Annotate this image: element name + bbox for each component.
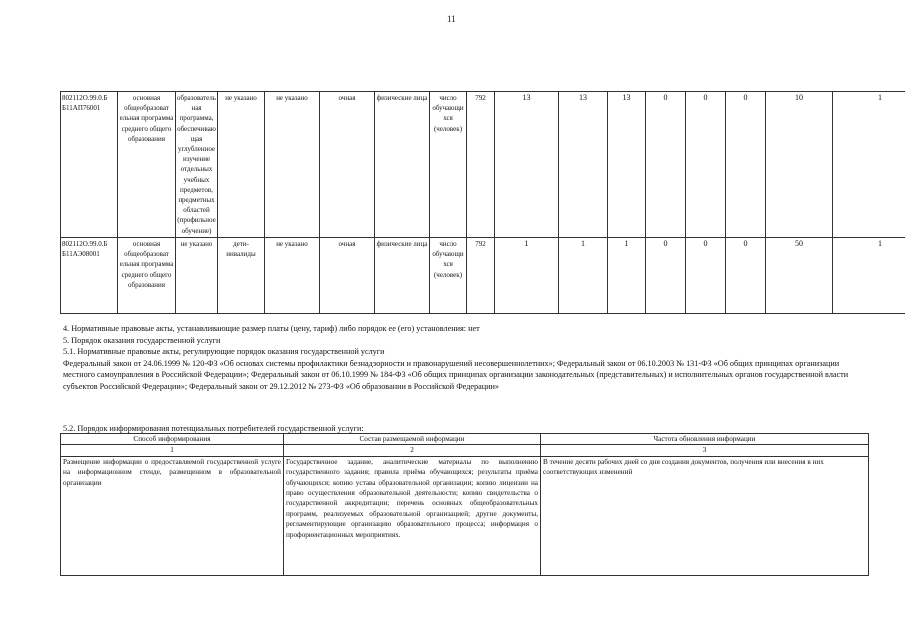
column-index: 3 <box>541 445 869 456</box>
update-frequency-cell: В течение десяти рабочих дней со дня создания документов, получения или внесения в них соответствующих изменений <box>541 456 869 575</box>
value-cell: 13 <box>608 92 646 238</box>
category-cell: не указано <box>218 92 265 238</box>
value-cell: 1 <box>833 92 905 238</box>
content-cell: не указано <box>176 238 218 314</box>
page-number: 11 <box>447 14 456 24</box>
value-cell: 50 <box>766 238 833 314</box>
service-code: 802112О.99.0.Б Б11АП76001 <box>61 92 118 238</box>
column-index: 2 <box>284 445 541 456</box>
program-cell: основная общеобразоват ельная программа среднего общего образования <box>118 92 176 238</box>
table-row <box>61 238 905 314</box>
section-5: 5. Порядок оказания государственной услуги <box>63 335 221 345</box>
section-5-2: 5.2. Порядок информирования потенциальных потребителей государственной услуги: <box>63 424 364 433</box>
value-cell: 13 <box>495 92 559 238</box>
information-table <box>60 433 869 576</box>
table-row <box>61 456 869 575</box>
section-4: 4. Нормативные правовые акты, устанавливающие размер платы (цену, тариф) либо порядок ее (его) установления: нет <box>63 324 480 333</box>
column-header: Состав размещаемой информации <box>284 434 541 445</box>
value-cell: 10 <box>766 92 833 238</box>
value-cell: 1 <box>559 238 608 314</box>
okei-cell: 792 <box>467 238 495 314</box>
unit-cell: число обучающихся (человек) <box>430 92 467 238</box>
table-row <box>61 92 905 238</box>
service-code: 802112О.99.0.Б Б11АЭ08001 <box>61 238 118 314</box>
column-header: Частота обновления информации <box>541 434 869 445</box>
value-cell: 1 <box>495 238 559 314</box>
value-cell: 0 <box>726 238 766 314</box>
services-table <box>60 91 905 314</box>
place-cell: не указано <box>265 238 320 314</box>
place-cell: не указано <box>265 92 320 238</box>
value-cell: 1 <box>833 238 905 314</box>
table-header-row <box>61 434 869 445</box>
table-index-row <box>61 445 869 456</box>
unit-cell: число обучающихся (человек) <box>430 238 467 314</box>
column-index: 1 <box>61 445 284 456</box>
column-header: Способ информирования <box>61 434 284 445</box>
form-cell: очная <box>320 238 375 314</box>
information-composition-cell: Государственное задание, аналитические материалы по выполнению государственного задания; правила приёма обучающихся; результаты приёма обучающихся; копию устава образовательной организации; копию лицензии на право осуществления образовательной деятельности; копию свидетельства о государственной аккредитации; перечень основных общеобразовательных программ, реализуемых образовательной организацией; другие документы, регламентирующие организацию образовательного процесса; информация о профориентационных мероприятиях. <box>284 456 541 575</box>
category-cell: дети-инвалиды <box>218 238 265 314</box>
value-cell: 0 <box>686 238 726 314</box>
value-cell: 0 <box>646 92 686 238</box>
regulation-sections <box>63 323 863 393</box>
information-method-cell: Размещение информации о предоставляемой государственной услуге на информационном стенде, размещенном в образовательной организации <box>61 456 284 575</box>
value-cell: 0 <box>686 92 726 238</box>
value-cell: 1 <box>608 238 646 314</box>
consumer-cell: физические лица <box>375 92 430 238</box>
form-cell: очная <box>320 92 375 238</box>
content-cell: образовательная программа, обеспечивающая углубленное изучение отдельных учебных предметов, предметных областей (профильное обучение) <box>176 92 218 238</box>
laws-paragraph: Федеральный закон от 24.06.1999 № 120-ФЗ «Об основах системы профилактики безнадзорности и правонарушений несовершеннолетних»; Федеральный закон от 06.10.2003 № 131-ФЗ «Об общих принципах организации местного самоуправления в Российской Федерации»; Федеральный закон от 06.10.1999 № 184-ФЗ «Об общих принципах организации законодательных (представительных) и исполнительных органов государственной власти субъектов Российской Федерации»; Федеральный закон от 29.12.2012 № 273-ФЗ «Об образовании в Российской Федерации» <box>63 358 849 391</box>
consumer-cell: физические лица <box>375 238 430 314</box>
okei-cell: 792 <box>467 92 495 238</box>
value-cell: 13 <box>559 92 608 238</box>
program-cell: основная общеобразоват ельная программа среднего общего образования <box>118 238 176 314</box>
section-5-1: 5.1. Нормативные правовые акты, регулирующие порядок оказания государственной услуги <box>63 347 385 357</box>
value-cell: 0 <box>646 238 686 314</box>
value-cell: 0 <box>726 92 766 238</box>
